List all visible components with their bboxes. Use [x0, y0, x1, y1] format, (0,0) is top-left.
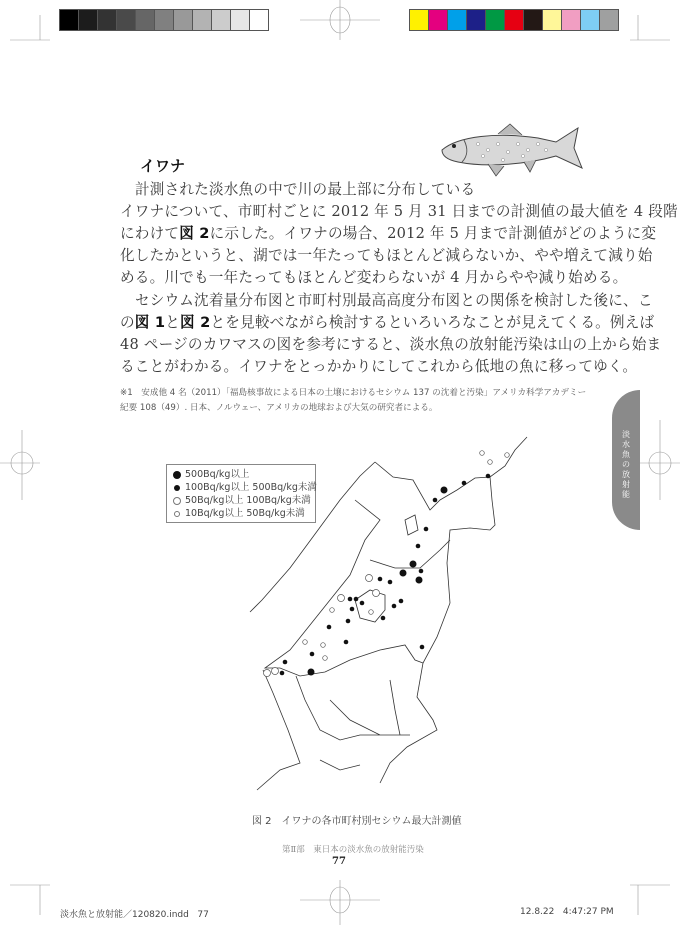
- map-dot-100-500: [433, 498, 438, 503]
- body-line: イワナについて、市町村ごとに 2012 年 5 月 31 日までの計測値の最大値を 4 段階: [120, 203, 678, 220]
- map-dot-50-100: [366, 575, 373, 582]
- footnote-line: ※1 安成他 4 名（2011）「福島核事故による日本の土壌におけるセシウム 137 の沈着と汚染」アメリカ科学アカデミー: [120, 388, 587, 398]
- slug-file: 淡水魚と放射能／120820.indd 77: [60, 910, 209, 920]
- legend-item: [173, 494, 315, 507]
- body-line: ることがわかる。イワナをとっかかりにしてこれから低地の魚に移ってゆく。: [120, 358, 638, 375]
- running-footer: 第Ⅱ部 東日本の淡水魚の放射能汚染: [282, 845, 424, 855]
- map-dot-100-500: [378, 577, 383, 582]
- text: にわけて: [120, 225, 180, 242]
- figure-ref: 図 1: [134, 314, 166, 331]
- map-dot-500-plus: [416, 577, 423, 584]
- map-dot-100-500: [346, 619, 351, 624]
- lake-outline: [355, 590, 385, 622]
- slug-timestamp: 12.8.22 4:47:27 PM: [520, 907, 614, 917]
- map-dot-500-plus: [308, 669, 315, 676]
- map-dot-50-100: [264, 670, 271, 677]
- map-dot-100-500: [462, 481, 467, 486]
- text: の: [120, 314, 135, 331]
- legend-label: 500Bq/kg以上: [185, 469, 250, 480]
- map-dot-100-500: [388, 580, 393, 585]
- legend-label: 100Bq/kg以上 500Bq/kg未満: [185, 482, 317, 493]
- legend-item: [173, 507, 315, 520]
- text: と: [165, 314, 181, 331]
- figure-ref: 図 2: [180, 314, 211, 331]
- map-dot-10-50: [505, 453, 510, 458]
- page-number: 77: [332, 856, 346, 867]
- lake-outline: [405, 515, 418, 535]
- map-dot-100-500: [327, 625, 332, 630]
- map-dot-10-50: [488, 460, 493, 465]
- prefecture-border: [265, 500, 450, 770]
- map-dot-50-100: [338, 595, 345, 602]
- figure-ref: 図 2: [179, 225, 210, 242]
- map-dot-10-50: [321, 643, 326, 648]
- chapter-side-tab-label: 淡水魚の放射能: [622, 430, 630, 499]
- map-dot-50-100: [272, 668, 279, 675]
- map-dot-100-500: [280, 671, 285, 676]
- legend-item: [173, 468, 315, 481]
- map-dot-100-500: [486, 474, 491, 479]
- map-dot-100-500: [354, 597, 359, 602]
- map-dot-10-50: [330, 608, 335, 613]
- map-dot-500-plus: [441, 487, 448, 494]
- text: とを見較べながら検討するといろいろなことが見えてくる。例えば: [210, 314, 655, 331]
- body-line: 48 ページのカワマスの図を参考にすると、淡水魚の放射能汚染は山の上から始ま: [120, 336, 662, 353]
- map-dot-100-500: [420, 645, 425, 650]
- section-heading: イワナ: [140, 157, 186, 175]
- body-line: セシウム沈着量分布図と市町村別最高高度分布図との関係を検討した後に、こ: [135, 292, 653, 309]
- body-line: める。川でも一年たってもほとんど変わらないが 4 月からやや減り始める。: [120, 269, 628, 286]
- small-filled-dot-icon: [174, 485, 180, 491]
- map-dot-10-50: [480, 451, 485, 456]
- map-dot-100-500: [381, 616, 386, 621]
- text: に示した。イワナの場合、2012 年 5 月まで計測値がどのように変: [209, 225, 657, 242]
- map-dot-100-500: [344, 640, 349, 645]
- map-dot-100-500: [350, 607, 355, 612]
- figure-caption: 図 2 イワナの各市町村別セシウム最大計測値: [252, 816, 462, 827]
- map-dot-100-500: [310, 652, 315, 657]
- body-line: 化したかというと、湖では一年たってもほとんど減らないか、やや増えて減り始: [120, 247, 653, 264]
- map-dot-100-500: [424, 527, 429, 532]
- map-dot-10-50: [303, 640, 308, 645]
- map-dot-100-500: [416, 544, 421, 549]
- large-filled-dot-icon: [173, 471, 181, 479]
- map-legend: [166, 464, 316, 523]
- legend-item: [173, 481, 315, 494]
- map-dot-10-50: [369, 610, 374, 615]
- map-dot-500-plus: [400, 570, 407, 577]
- body-line: 計測された淡水魚の中で川の最上部に分布している: [135, 181, 476, 198]
- map-dot-50-100: [373, 590, 380, 597]
- large-open-dot-icon: [173, 497, 181, 505]
- map-dot-100-500: [360, 601, 365, 606]
- small-open-dot-icon: [174, 511, 180, 517]
- legend-label: 50Bq/kg以上 100Bq/kg未満: [185, 495, 311, 506]
- map-dot-100-500: [283, 660, 288, 665]
- map-dot-100-500: [392, 604, 397, 609]
- map-dot-10-50: [323, 656, 328, 661]
- map-dot-100-500: [419, 569, 424, 574]
- footnote-line: 紀要 108（49）. 日本、ノルウェー、アメリカの地球および大気の研究者による。: [120, 403, 438, 413]
- map-dot-100-500: [399, 599, 404, 604]
- legend-label: 10Bq/kg以上 50Bq/kg未満: [185, 508, 305, 519]
- map-dot-500-plus: [410, 561, 417, 568]
- map-dot-100-500: [348, 597, 353, 602]
